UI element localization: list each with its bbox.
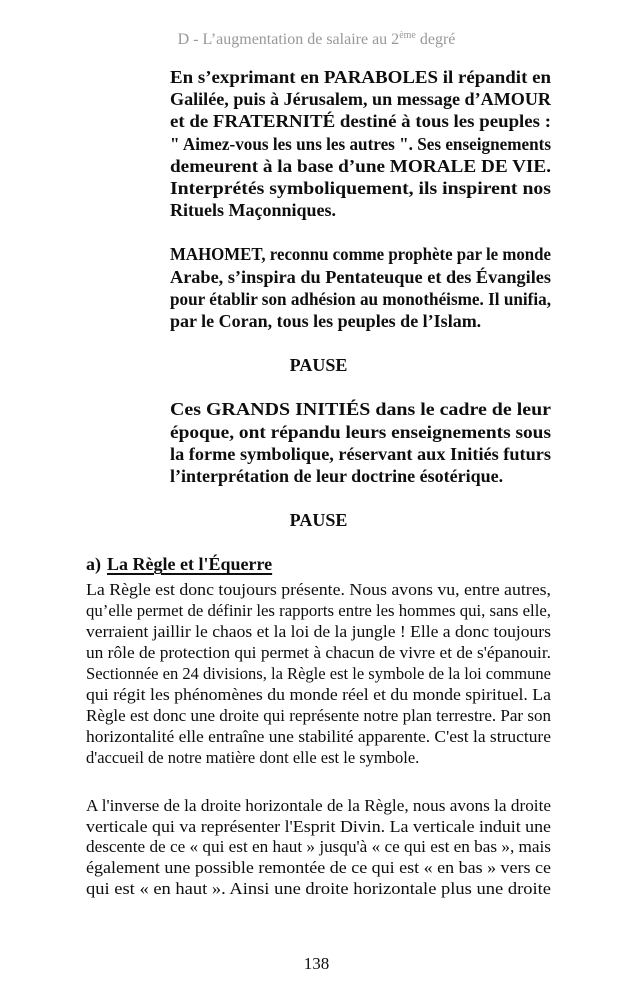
text-line-content: demeurent à la base d’une MORALE DE VIE. [170,155,551,176]
text-line [86,664,551,685]
text-line-content: époque, ont répandu leurs enseignements sous [170,421,551,442]
text-line [170,310,551,332]
text-line-content: Sectionnée en 24 divisions, la Règle est le symbole de la loi commune [86,664,551,684]
running-header-superscript: ème [399,30,416,41]
text-line-content: la forme symbolique, réservant aux Initiés futurs [170,443,551,464]
text-line-content: En s’exprimant en PARABOLES il répandit en [170,67,551,87]
text-line [86,817,551,838]
running-header-suffix: degré [415,31,456,48]
text-line-content: un rôle de protection qui permet à chacun de vivre et de s'épanouir. [86,643,551,663]
bold-paragraph [170,243,551,332]
pause-heading: PAUSE [289,355,348,376]
text-line-content: pour établir son adhésion au monothéisme. Il unifia, [170,288,551,309]
text-line [86,858,551,879]
text-line [170,421,551,443]
text-line-content: Interprétés symboliquement, ils inspirent nos [170,178,551,199]
text-line [170,133,551,155]
text-line [170,243,551,265]
text-line [86,837,551,858]
text-line-content: descente de ce « qui est en haut » jusqu'à « ce qui est en bas », mais [86,837,551,857]
text-line-content: La Règle est donc toujours présente. Nous avons vu, entre autres, [86,580,551,600]
text-line [86,879,551,900]
text-line-content: " Aimez-vous les uns les autres ". Ses enseignements [170,133,551,154]
body-paragraph [86,796,551,901]
text-line [170,66,551,88]
running-header-text: D - L’augmentation de salaire au 2 [177,31,400,48]
text-line-content: verticale qui va représenter l'Esprit Divin. La verticale induit une [86,816,551,836]
text-line-content: par le Coran, tous les peuples de l’Islam. [170,311,482,332]
text-line-content: Rituels Maçonniques. [170,200,337,221]
text-line [170,155,551,177]
page-number: 138 [303,954,330,973]
text-line-content: horizontalité elle entraîne une stabilité apparente. C'est la structure [86,726,551,746]
body-paragraph [86,580,551,768]
text-line [86,706,551,727]
text-line [86,685,551,706]
section-letter: a) [86,554,101,575]
text-line-content: verraient jaillir le chaos et la loi de la jungle ! Elle a donc toujours [86,622,551,642]
text-line-content: qui est « en haut ». Ainsi une droite horizontale plus une droite [86,879,551,899]
running-header [0,27,633,49]
text-line [170,199,551,221]
text-line-content: également une possible remontée de ce qui est « en bas » vers ce [86,858,551,878]
bold-paragraph [170,398,551,487]
text-line-content: l’interprétation de leur doctrine ésotérique. [170,466,504,487]
text-line-content: d'accueil de notre matière dont elle est le symbole. [86,747,420,767]
text-line [170,266,551,288]
text-line-content: Ces GRANDS INITIÉS dans le cadre de leur [170,399,551,420]
text-line-content: Arabe, s’inspira du Pentateuque et des Évangiles [170,266,551,287]
text-line [170,110,551,132]
text-line [86,796,551,817]
text-line [170,177,551,199]
section-title: La Règle et l'Équerre [107,554,273,575]
text-line-content: et de FRATERNITÉ destiné à tous les peuples : [170,111,551,132]
text-line [86,601,551,622]
text-line [86,622,551,643]
page-body [86,66,551,900]
text-line [170,398,551,420]
text-line-content: MAHOMET, reconnu comme prophète par le monde [170,244,551,265]
text-line-content: Règle est donc une droite qui représente notre plan terrestre. Par son [86,705,551,725]
text-line-content: A l'inverse de la droite horizontale de la Règle, nous avons la droite [86,795,551,815]
text-line [86,643,551,664]
text-line [170,465,551,487]
text-line-content: qu’elle permet de définir les rapports entre les hommes qui, sans elle, [86,601,551,621]
text-line [170,288,551,310]
text-line-content: qui régit les phénomènes du monde réel et du monde spirituel. La [86,684,551,704]
section-heading [86,553,551,576]
text-line-content: Galilée, puis à Jérusalem, un message d’AMOUR [170,89,551,110]
text-line [86,727,551,748]
text-line [86,580,551,601]
pause-heading: PAUSE [289,510,348,531]
text-line [170,88,551,110]
bold-paragraph [170,66,551,221]
text-line [86,748,551,769]
text-line [170,443,551,465]
